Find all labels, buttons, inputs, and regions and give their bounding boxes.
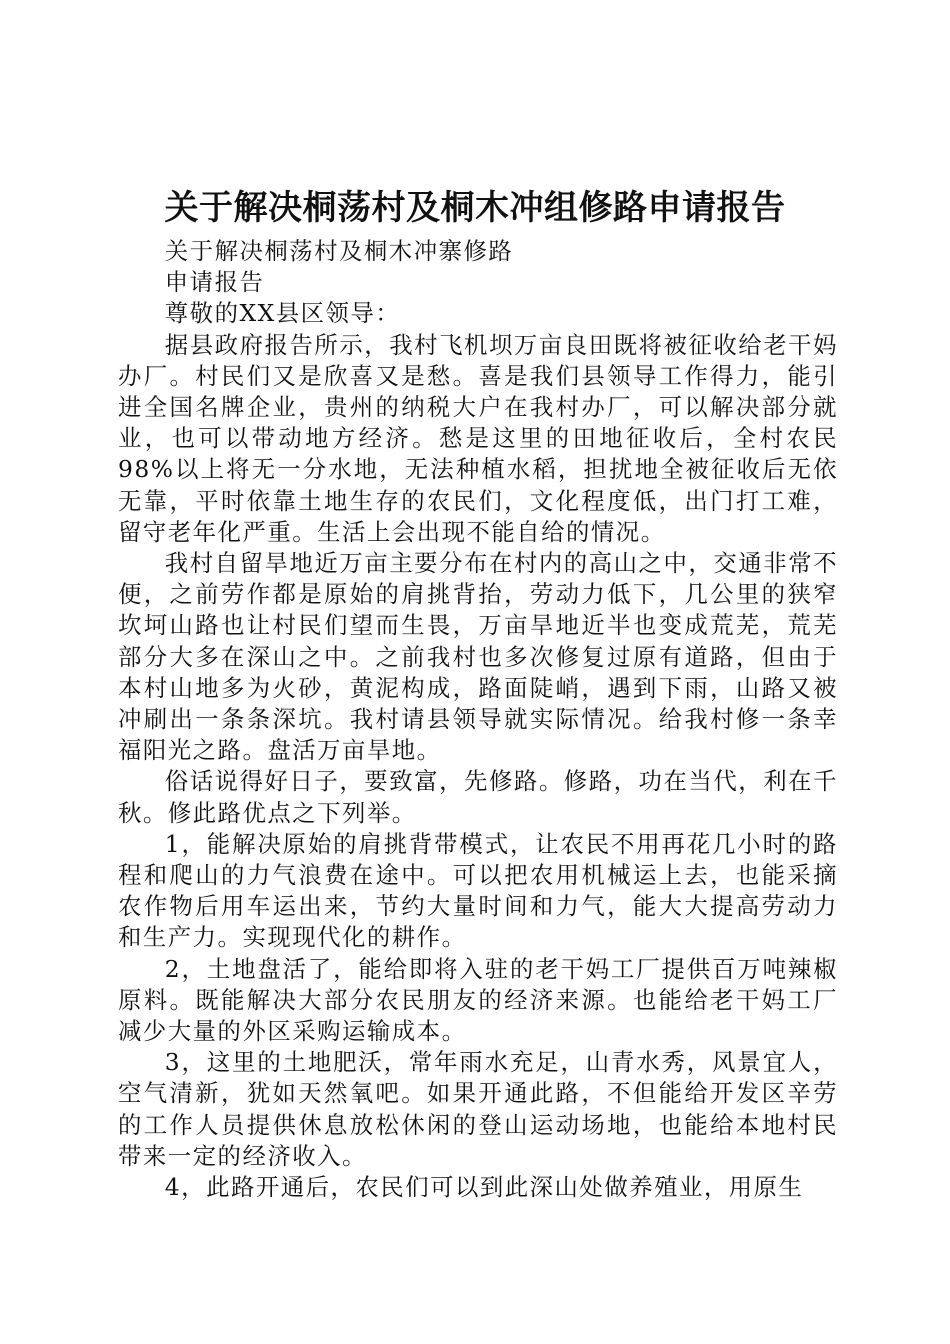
list-item: 3，这里的土地肥沃，常年雨水充足，山青水秀，风景宜人，空气清新，犹如天然氧吧。如果开通此路，不但能给开发区辛劳的工作人员提供休息放松休闲的登山运动场地，也能给本地村民带来一定的经济收入。 [118,1048,838,1170]
document-body [118,236,838,1203]
subtitle-line-2: 申请报告 [164,268,265,297]
salutation: 尊敬的XX县区领导： [164,299,401,328]
paragraph: 我村自留旱地近万亩主要分布在村内的高山之中，交通非常不便，之前劳作都是原始的肩挑背抬，劳动力低下，几公里的狭窄坎坷山路也让村民们望而生畏，万亩旱地近半也变成荒芜，荒芜部分大多在深山之中。之前我村也多次修复过原有道路，但由于本村山地多为火砂，黄泥构成，路面陡峭，遇到下雨，山路又被冲刷出一条条深坑。我村请县领导就实际情况。给我村修一条幸福阳光之路。盘活万亩旱地。 [118,549,838,765]
paragraph: 据县政府报告所示，我村飞机坝万亩良田既将被征收给老干妈办厂。村民们又是欣喜又是愁。喜是我们县领导工作得力，能引进全国名牌企业，贵州的纳税大户在我村办厂，可以解决部分就业，也可以带动地方经济。愁是这里的田地征收后，全村农民98%以上将无一分水地，无法种植水稻，担扰地全被征收后无依无靠，平时依靠土地生存的农民们，文化程度低，出门打工难，留守老年化严重。生活上会出现不能自给的情况。 [118,330,838,546]
list-item: 4，此路开通后，农民们可以到此深山处做养殖业，用原生 [164,1173,804,1202]
paragraph: 俗话说得好日子，要致富，先修路。修路，功在当代，利在千秋。修此路优点之下列举。 [118,767,838,827]
list-item: 2，土地盘活了，能给即将入驻的老干妈工厂提供百万吨辣椒原料。既能解决大部分农民朋友的经济来源。也能给老干妈工厂减少大量的外区采购运输成本。 [118,954,838,1046]
document-title: 关于解决桐荡村及桐木冲组修路申请报告 [164,188,786,228]
subtitle-line-1: 关于解决桐荡村及桐木冲寨修路 [164,237,514,265]
list-item: 1，能解决原始的肩挑背带模式，让农民不用再花几小时的路程和爬山的力气浪费在途中。可以把农用机械运上去，也能采摘农作物后用车运出来，节约大量时间和力气，能大大提高劳动力和生产力。实现现代化的耕作。 [118,829,838,952]
